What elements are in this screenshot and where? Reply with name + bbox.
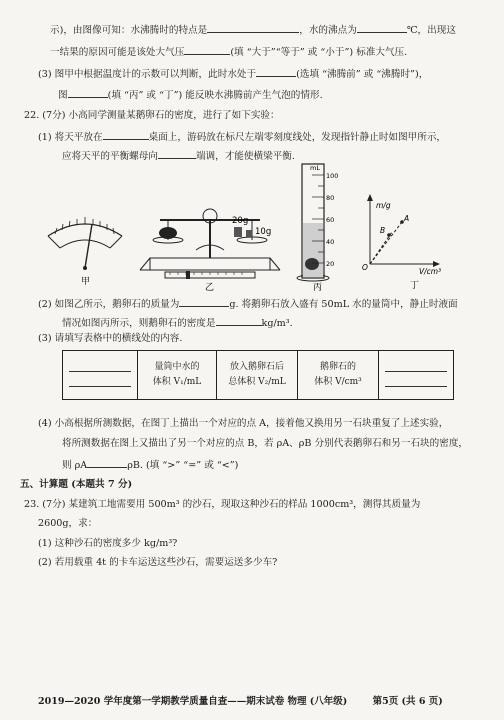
q23-part2: (2) 若用载重 4t 的卡车运送这些沙石，需要运送多少车? [38, 557, 278, 568]
fig-bing-label: 丙 [313, 283, 323, 293]
cylinder-mark-60: 60 [326, 216, 335, 224]
q22-step2: (2) 如图乙所示，鹅卵石的质量为 g. 将鹅卵石放入盛有 50mL 水的量筒中，静止时液面 [38, 296, 458, 311]
density-compare-blank[interactable] [87, 457, 127, 468]
cylinder-figure [297, 164, 329, 281]
q22-step1: (1) 将天平放在 桌面上，游码放在标尺左端零刻度线处，发现指针静止时如图甲所示， [38, 129, 446, 144]
header-blank-1[interactable] [63, 351, 138, 400]
q22-step3: (3) 请填写表格中的横线处的内容. [38, 333, 183, 344]
page-footer [38, 693, 443, 707]
q22-step4: (4) 小高根据所测数据，在图丁上描出一个对应的点 A，接着他又换用另一石块重复了上述实验， [38, 418, 449, 429]
stone-density-blank[interactable] [216, 315, 262, 326]
table-row [63, 351, 454, 400]
pressure-compare-blank[interactable] [184, 44, 230, 55]
q22-step2-cont: 情况如图丙所示，则鹅卵石的密度是 kg/m³. [62, 315, 293, 330]
fig-yi-label: 乙 [205, 283, 215, 293]
cylinder-mark-100: 100 [326, 172, 339, 180]
header-blank-2[interactable] [379, 351, 454, 400]
cylinder-mark-40: 40 [326, 238, 335, 246]
total-volume-header: 放入鹅卵石后 总体积 V₂/mL [217, 351, 298, 400]
q22-step4-cont: 将所测数据在图上又描出了另一个对应的点 B，若 ρA、ρB 分别代表鹅卵石和另一石块的密度， [62, 438, 469, 449]
footer-title: 2019—2020 学年度第一学期教学质量自查——期末试卷 物理 (八年级) [38, 696, 348, 707]
water-state-blank[interactable] [256, 66, 296, 77]
boiling-feature-blank[interactable] [207, 22, 299, 33]
q23-line1: 23. (7分) 某建筑工地需要用 500m³ 的沙石，现取这种沙石的样品 1000cm³，测得其质量为 [24, 499, 421, 510]
water-volume-header: 量筒中水的 体积 V₁/mL [138, 351, 217, 400]
fig-jia-label: 甲 [81, 277, 91, 287]
balance-nut-blank[interactable] [158, 148, 196, 159]
origin-label: O [362, 263, 368, 272]
weight-20g-label: 20g [232, 216, 249, 226]
q21-line2: 一结果的原因可能是该处大气压 (填 “大于”“等于” 或 “小于”) 标准大气压. [50, 44, 407, 59]
balance-dial-figure [48, 217, 122, 270]
axis-m-label: m/g [376, 201, 391, 210]
stone-mass-blank[interactable] [179, 296, 229, 307]
q23-line2: 2600g，求： [38, 518, 98, 529]
section5-title: 五、计算题 (本题共 7 分) [20, 479, 133, 490]
fig-ding-label: 丁 [410, 281, 420, 291]
footer-page: 第5页 (共 6 页) [372, 696, 443, 707]
weight-10g-label: 10g [255, 227, 272, 237]
q21-line3: (3) 图甲中根据温度计的示数可以判断，此时水处于 (选填 “沸腾前” 或 “沸腾时”)， [38, 66, 428, 81]
cylinder-mark-80: 80 [326, 194, 335, 202]
boiling-point-blank[interactable] [357, 22, 407, 33]
q22-header: 22. (7分) 小高同学测量某鹅卵石的密度，进行了如下实验： [24, 110, 280, 121]
axis-v-label: V/cm³ [419, 267, 442, 276]
balance-figure [140, 209, 280, 279]
figure-choice-blank[interactable] [68, 87, 108, 98]
q23-part1: (1) 这种沙石的密度多少 kg/m³? [38, 538, 178, 549]
q21-line1: 示)，由图像可知：水沸腾时的特点是 ，水的沸点为 ℃，出现这 [50, 22, 456, 37]
point-a-label: A [404, 214, 410, 223]
q22-step4-compare: 则 ρA ρB. (填 “>” “=” 或 “<”) [62, 457, 238, 472]
record-table [62, 350, 454, 400]
cylinder-mark-20: 20 [326, 260, 335, 268]
stone-volume-header: 鹅卵石的 体积 V/cm³ [298, 351, 379, 400]
point-b-label: B [380, 226, 386, 235]
cylinder-unit-label: mL [310, 164, 320, 172]
q22-step1-cont: 应将天平的平衡螺母向 端调，才能使横梁平衡. [62, 148, 295, 163]
q22-figures [0, 160, 504, 295]
table-surface-blank[interactable] [103, 129, 149, 140]
q21-line4: 图 (填 “丙” 或 “丁”) 能反映水沸腾前产生气泡的情形. [58, 87, 323, 102]
